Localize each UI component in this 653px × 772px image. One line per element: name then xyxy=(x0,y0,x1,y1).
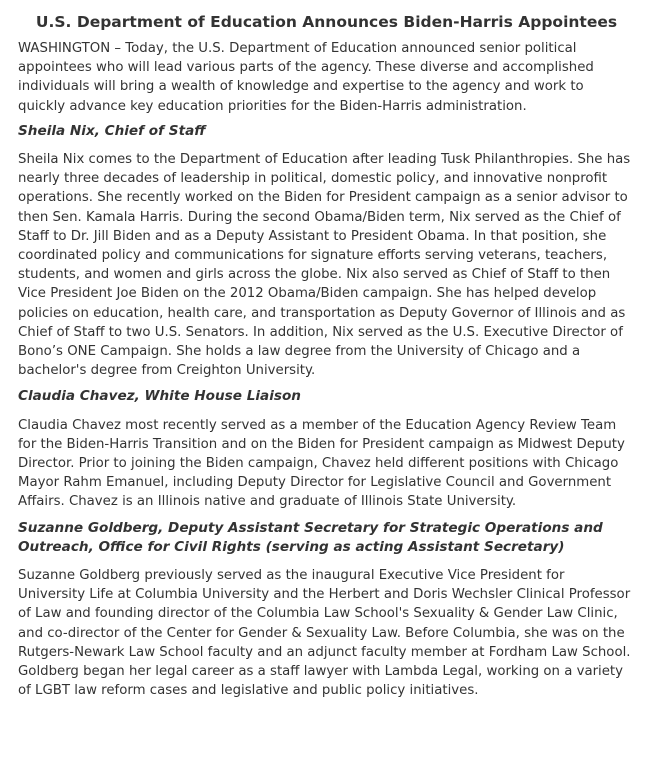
section-body-suzanne-goldberg: Suzanne Goldberg previously served as the inaugural Executive Vice President for University Life at Columbia University and the Herbert and Doris Wechsler Clinical Professor of Law and founding director of the Columbia Law School's Sexuality & Gender Law Clinic, and co-director of the Center for Gender & Sexuality Law. Before Columbia, she was on the Rutgers-Newark Law School faculty and an adjunct faculty member at Fordham Law School. Goldberg began her legal career as a staff lawyer with Lambda Legal, working on a variety of LGBT law reform cases and legislative and public policy initiatives. xyxy=(18,568,631,699)
section-heading-sheila-nix: Sheila Nix, Chief of Staff xyxy=(18,122,206,139)
section-heading-suzanne-goldberg: Suzanne Goldberg, Deputy Assistant Secretary for Strategic Operations and Outreach, Office for Civil Rights (serving as acting Assistant Secretary) xyxy=(18,519,603,555)
section-body-claudia-chavez: Claudia Chavez most recently served as a member of the Education Agency Review Team for the Biden-Harris Transition and on the Biden for President campaign as Midwest Deputy Director. Prior to joining the Biden campaign, Chavez held different positions with Chicago Mayor Rahm Emanuel, including Deputy Director for Legislative Council and Government Affairs. Chavez is an Illinois native and graduate of Illinois State University. xyxy=(18,417,625,510)
section-body-sheila-nix: Sheila Nix comes to the Department of Education after leading Tusk Philanthropies. She has nearly three decades of leadership in political, domestic policy, and innovative nonprofit operations. She recently worked on the Biden for President campaign as a senior advisor to then Sen. Kamala Harris. During the second Obama/Biden term, Nix served as the Chief of Staff to Dr. Jill Biden and as a Deputy Assistant to President Obama. In that position, she coordinated policy and communications for signature efforts serving veterans, teachers, students, and women and girls across the globe. Nix also served as Chief of Staff to then Vice President Joe Biden on the 2012 Obama/Biden campaign. She has helped develop policies on education, health care, and transportation as Deputy Governor of Illinois and as Chief of Staff to two U.S. Senators. In addition, Nix served as the U.S. Executive Director of Bono’s ONE Campaign. She holds a law degree from the University of Chicago and a bachelor's degree from Creighton University. xyxy=(18,152,631,379)
intro-paragraph: WASHINGTON – Today, the U.S. Department of Education announced senior political appointees who will lead various parts of the agency. These diverse and accomplished individuals will bring a wealth of knowledge and expertise to the agency and work to quickly advance key education priorities for the Biden-Harris administration. xyxy=(18,41,594,114)
section-heading-claudia-chavez: Claudia Chavez, White House Liaison xyxy=(18,388,301,405)
article-title: U.S. Department of Education Announces Biden-Harris Appointees xyxy=(35,13,618,31)
